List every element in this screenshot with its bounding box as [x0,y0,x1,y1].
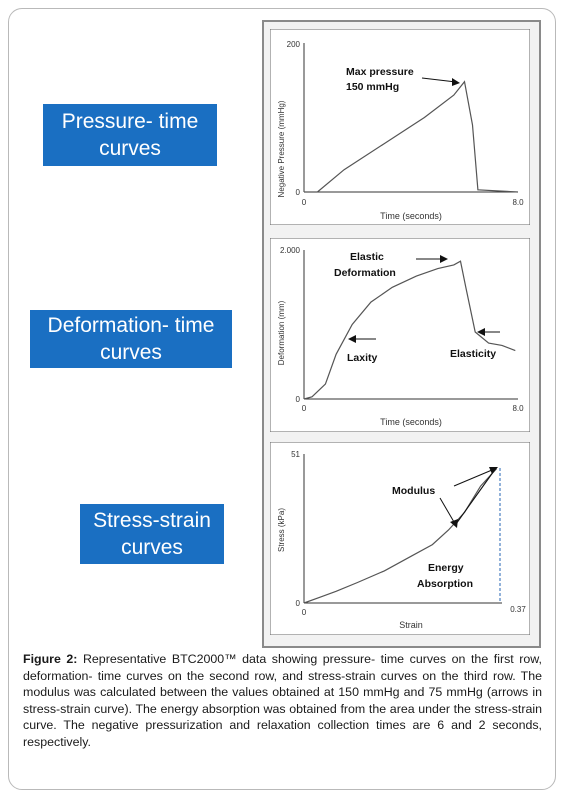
y-tick-label: 200 [286,40,300,49]
x-tick-label: 0 [301,198,307,207]
x-axis-label: Strain [399,620,423,630]
y-axis-label: Deformation (mm) [277,300,286,366]
x-tick-label: 0 [301,404,307,413]
stress-strain-chart [270,442,530,635]
annotation-deformation: Deformation [334,267,396,279]
annotation-150-mmhg: 150 mmHg [346,81,400,93]
x-tick-label: 0.37 [510,605,526,614]
plot-area [270,29,530,225]
annotation-absorption: Absorption [417,578,473,590]
label-line: Deformation- time [47,314,215,337]
annotation-max-pressure: Max pressure [346,66,414,78]
deformation-time-chart [270,238,530,432]
figure-caption [23,651,542,751]
y-tick-label: 51 [291,450,300,459]
annotation-laxity: Laxity [347,352,378,364]
label-line: Pressure- time [61,110,199,133]
y-tick-label: 0 [295,395,300,404]
annotation-modulus: Modulus [392,485,436,497]
stress-strain-label [80,504,224,564]
annotation-elasticity: Elasticity [450,348,497,360]
x-tick-label: 8.0 [512,198,524,207]
x-tick-label: 0 [301,608,307,617]
caption-text: Representative BTC2000™ data showing pressure- time curves on the first row, deformation- time curves on the second row, and stress-strain curves on the third row. The modulus was calculated between the values obtained at 150 mmHg and 75 mmHg (arrows in stress-strain curve). The energy absorption was obtained from the area under the stress-strain curve. The negative pressurization and relaxation collection times are 6 and 2 seconds, respectively. [23,652,542,749]
label-line: Stress-strain [93,509,211,532]
annotation-energy: Energy [428,562,464,574]
label-line: curves [100,341,162,364]
y-tick-label: 2.000 [279,246,300,255]
pressure-time-label [43,104,217,166]
label-line: curves [121,536,183,559]
x-tick-label: 8.0 [512,404,524,413]
y-tick-label: 0 [295,188,300,197]
deformation-time-label [30,310,232,368]
y-tick-label: 0 [295,599,300,608]
pressure-time-chart [270,29,530,225]
x-axis-label: Time (seconds) [380,211,442,221]
y-axis-label: Stress (kPa) [277,507,286,553]
annotation-elastic: Elastic [350,251,384,263]
caption-lead: Figure 2: [23,652,78,666]
x-axis-label: Time (seconds) [380,417,442,427]
label-line: curves [99,137,161,160]
plot-area [270,238,530,432]
y-axis-label: Negative Pressure (mmHg) [277,100,286,198]
